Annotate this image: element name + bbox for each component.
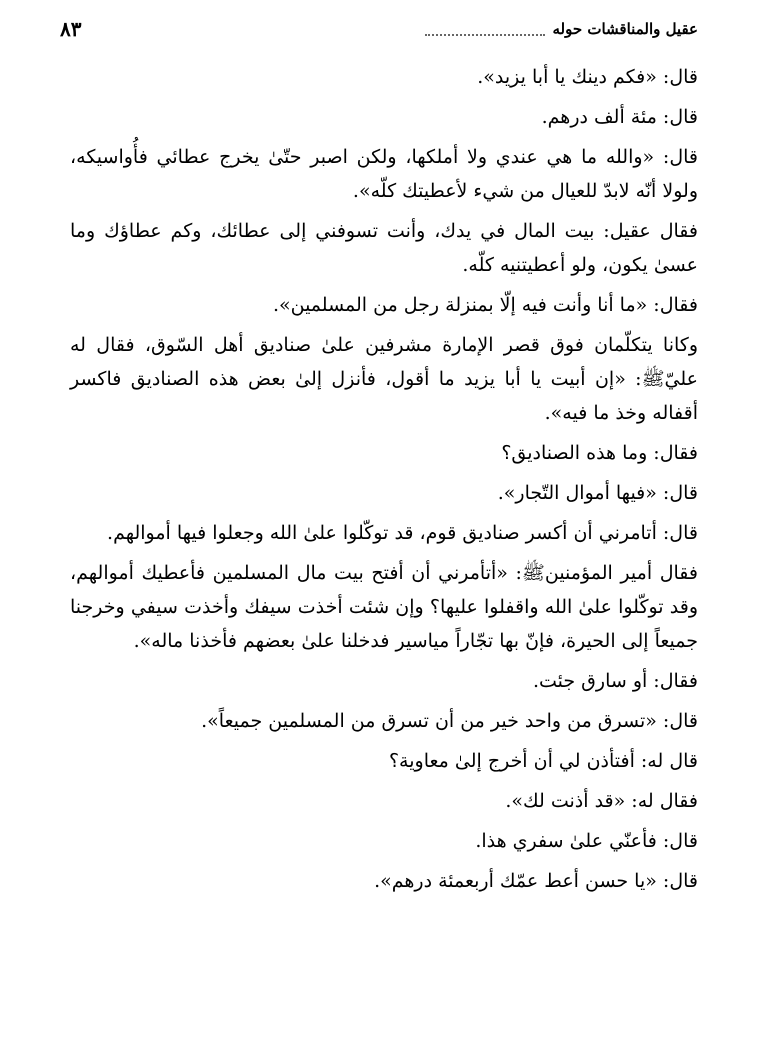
paragraph: قال: «تسرق من واحد خير من أن تسرق من المسلمين جميعاً». [201,710,698,732]
paragraph: قال: «يا حسن أعط عمّك أربعمئة درهم». [374,870,698,892]
page-number: ٨٣ [60,17,82,41]
running-title: عقيل والمناقشات حوله [552,20,698,38]
paragraph: قال له: أفتأذن لي أن أخرج إلىٰ معاوية؟ [388,750,698,772]
paragraph: فقال: «ما أنا وأنت فيه إلّا بمنزلة رجل من المسلمين». [272,294,698,316]
paragraph: قال: أتامرني أن أكسر صناديق قوم، قد توكّلوا علىٰ الله وجعلوا فيها أموالهم. [107,522,698,544]
paragraph: قال: «فيها أموال التّجار». [497,482,698,504]
dotted-leader [425,22,545,36]
paragraph: فقال عقيل: بيت المال في يدك، وأنت تسوفني إلى عطائك، وكم عطاؤك وما عسىٰ يكون، ولو أعطيتنيه كلّه. [70,220,698,276]
body-text [70,60,698,1040]
paragraph: قال: «فكم دينك يا أبا يزيد». [477,66,698,88]
paragraph: فقال أمير المؤمنينﷺ: «أتأمرني أن أفتح بيت مال المسلمين فأعطيك أموالهم، وقد توكّلوا علىٰ الله واقفلوا عليها؟ وإن شئت أخذت سيفك وأخذت سيفي وخرجنا جميعاً إلى الحيرة، فإنّ بها تجّاراً مياسير فدخلنا علىٰ بعضهم فأخذنا ماله». [70,562,698,652]
page-header [60,14,698,44]
paragraph: قال: مئة ألف درهم. [541,106,698,128]
paragraph: قال: فأعنّي علىٰ سفري هذا. [475,830,698,852]
paragraph: فقال: وما هذه الصناديق؟ [501,442,698,464]
paragraph: فقال له: «قد أذنت لك». [505,790,698,812]
paragraph: فقال: أو سارق جئت. [532,670,698,692]
paragraph: قال: «والله ما هي عندي ولا أملكها، ولكن اصبر حتّىٰ يخرج عطائي فأُواسيكه، ولولا أنّه لابدّ للعيال من شيء لأعطيتك كلّه». [70,146,698,202]
paragraph: وكانا يتكلّمان فوق قصر الإمارة مشرفين علىٰ صناديق أهل السّوق، فقال له عليّ‏ﷺ: «إن أبيت يا أبا يزيد ما أقول، فأنزل إلىٰ بعض هذه الصناديق فاكسر أقفاله وخذ ما فيه». [70,334,698,424]
